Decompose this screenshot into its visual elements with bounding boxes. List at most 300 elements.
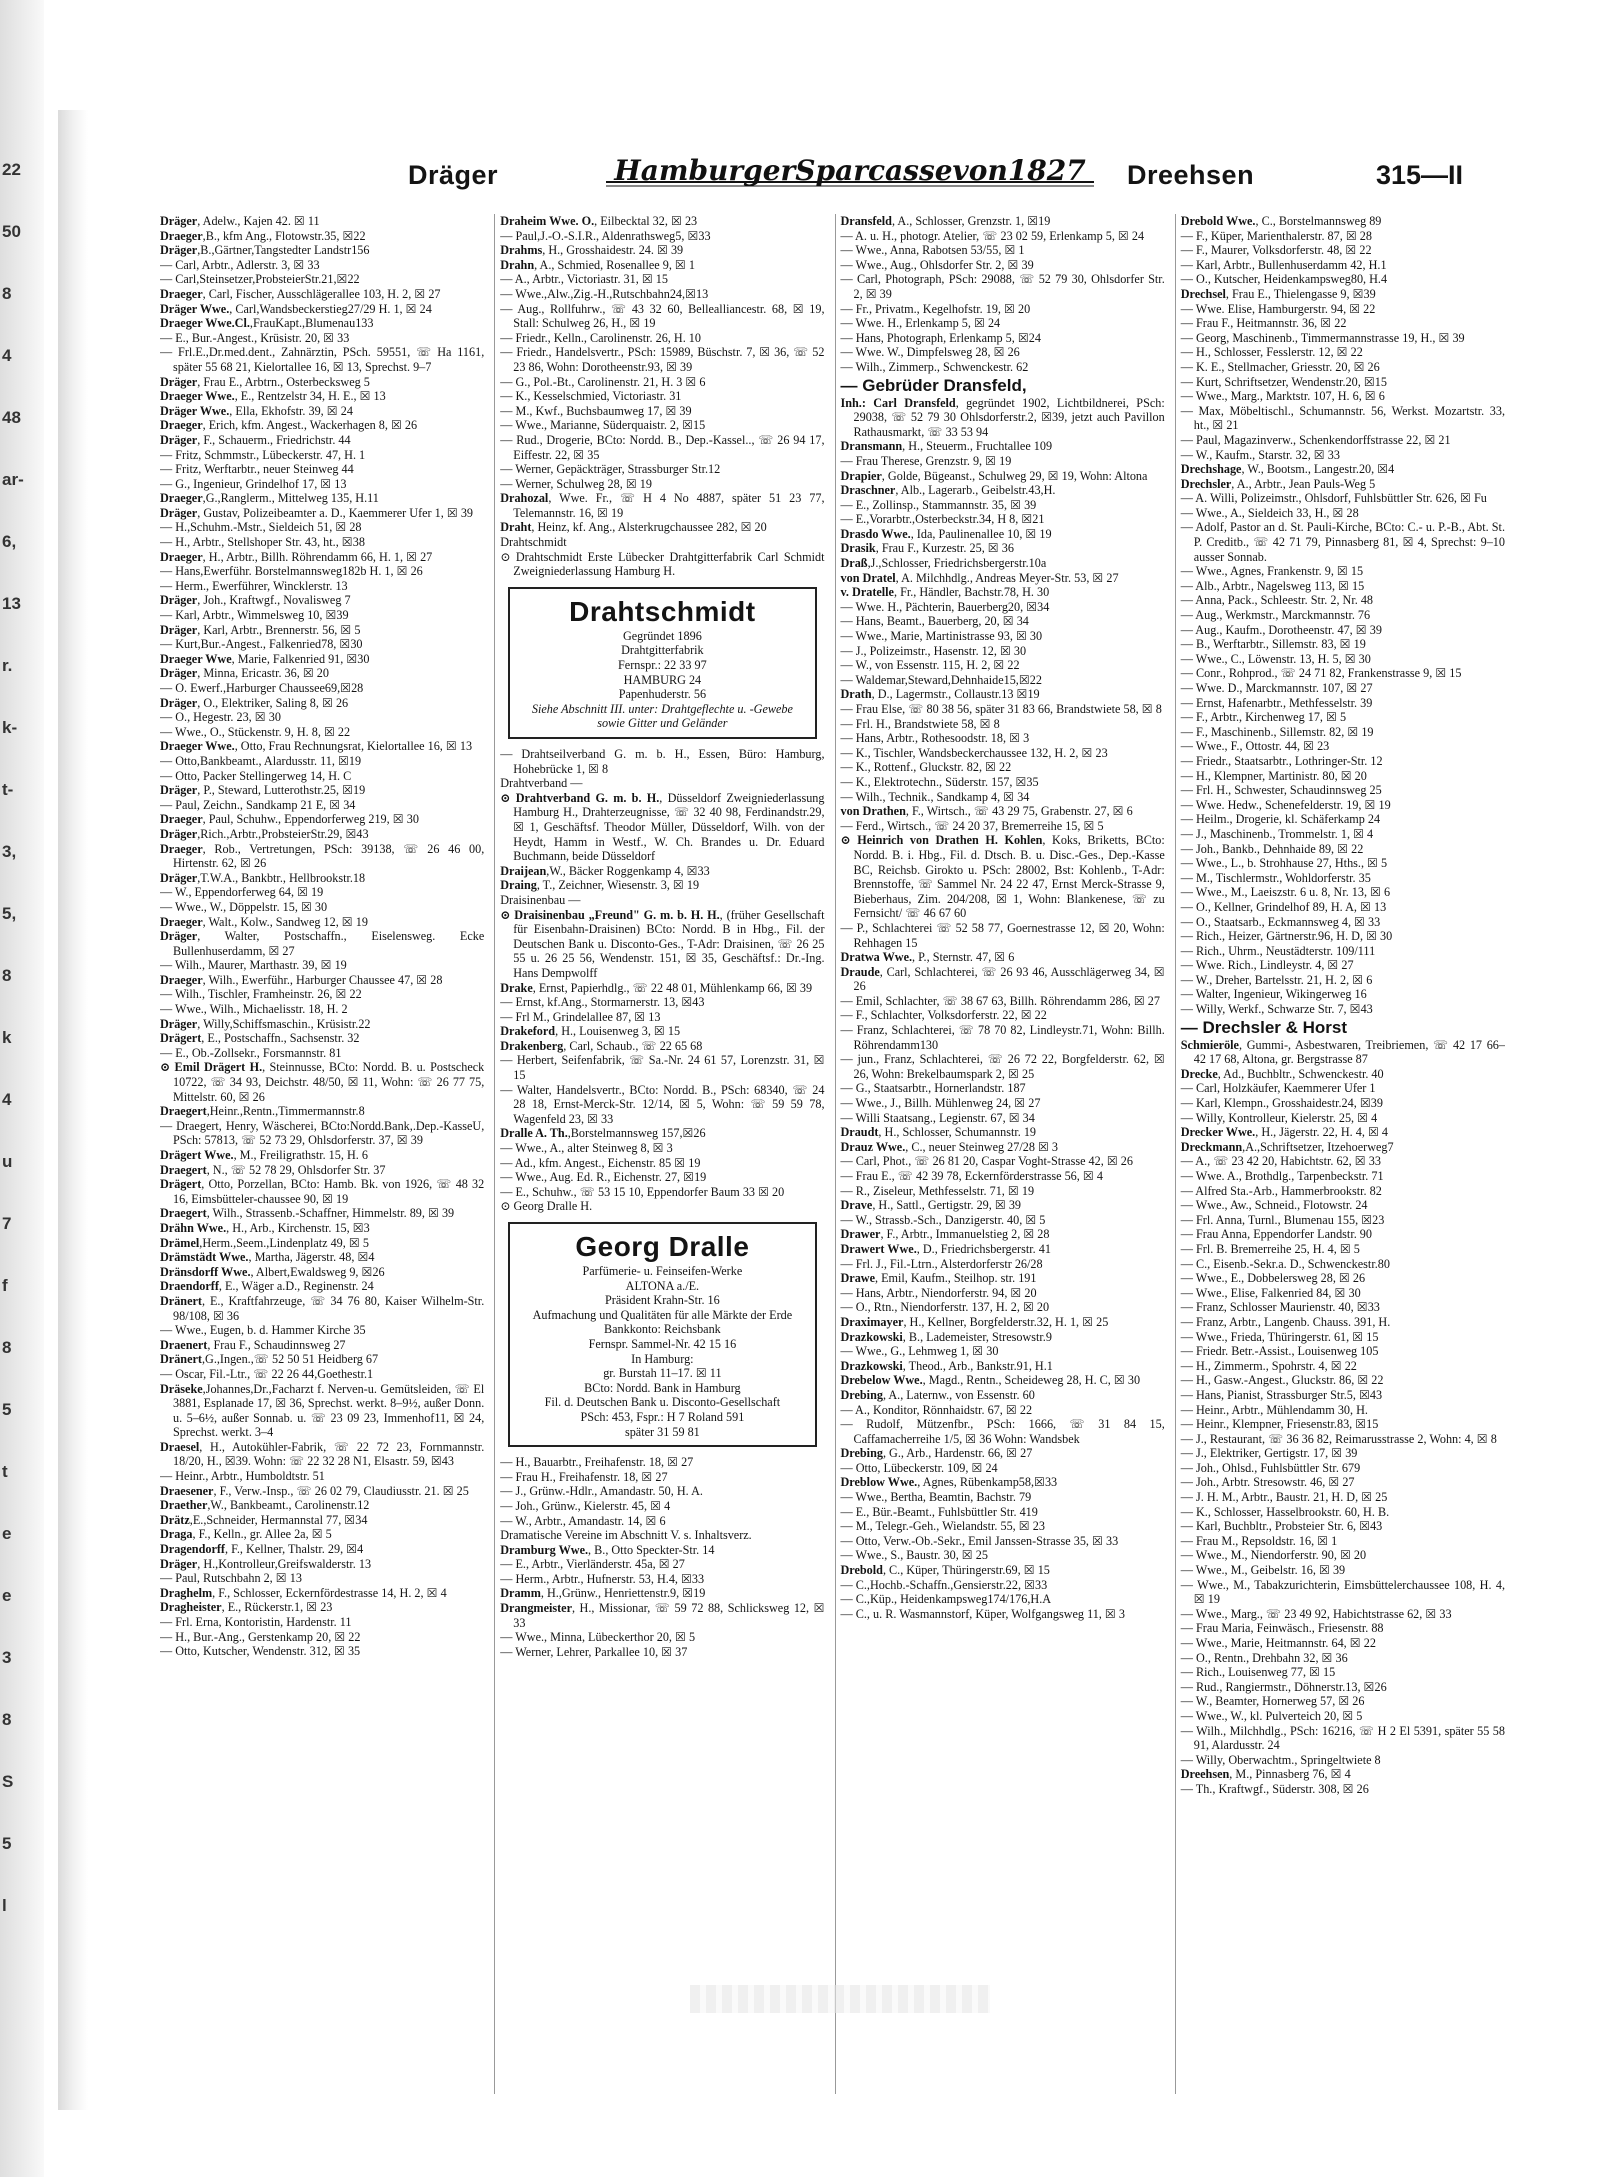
directory-entry: — F., Arbtr., Kirchenweg 17, ☒ 5 [1180,710,1347,725]
directory-entry: Draesener, F., Verw.-Insp., ☏ 26 02 79, Claudiusstr. 21. ☒ 25 [160,1483,469,1498]
directory-entry: — Wwe., J., Billh. Mühlenweg 24, ☒ 27 [840,1096,1041,1111]
directory-entry: Dragendorff, F., Kellner, Thalstr. 29, ☒4 [160,1542,364,1557]
advertisement-line: Präsident Krahn-Str. 16 [604,1293,720,1308]
directory-entry: Drahms, H., Grosshaidestr. 24. ☒ 39 [500,243,684,258]
directory-entry: Drahtverband — [500,776,583,791]
directory-entry: Drazkowski, B., Lademeister, Stresowstr.9 [840,1329,1052,1344]
advertisement-box [508,1222,816,1447]
directory-entry: Draether,W., Bankbeamt., Carolinenstr.12 [160,1498,370,1513]
directory-entry: — E., Bür.-Beamt., Fuhlsbüttler Str. 419 [840,1504,1038,1519]
advertisement-line: Papenhuderstr. 56 [618,687,707,702]
advertisement-line: Fernspr.: 22 33 97 [618,658,707,673]
directory-entry: — Wwe., G., Lehmweg 1, ☒ 30 [840,1344,999,1359]
directory-entry: Draegert, Wilh., Strassenb.-Schaffner, Himmelstr. 89, ☒ 39 [160,1206,455,1221]
directory-entry: Dränert,G.,Ingen.,☏ 52 50 51 Heidberg 67 [160,1352,379,1367]
directory-entry: ⊙ Emil Drägert H., Steinnusse, BCto: Nordd. B. u. Postscheck 10722, ☏ 34 93, Deichstr. 48/50, ☒ 11, Wohn: ☏ 26 77 75, Mittelstr. 60, ☒ 26 [160,1060,485,1104]
directory-entry: — Wwe. Elise, Hamburgerstr. 94, ☒ 22 [1180,301,1376,316]
column-3 [835,214,1165,2094]
directory-entry: — Oscar, Fil.-Ltr., ☏ 22 26 44,Goethestr.1 [160,1366,374,1381]
directory-entry: — Wilh., Maurer, Marthastr. 39, ☒ 19 [160,958,347,973]
directory-entry: Draenert, Frau F., Schaudinnsweg 27 [160,1337,346,1352]
directory-entry: — Wwe., C., Löwenstr. 13, H. 5, ☒ 30 [1180,651,1371,666]
directory-entry: Dragheister, E., Rückerstr.1, ☒ 23 [160,1600,333,1615]
directory-entry: — Carl, Arbtr., Adlerstr. 3, ☒ 33 [160,257,320,272]
directory-entry: — Hans,Ewerführ. Borstelmannsweg182b H. 1, ☒ 26 [160,564,423,579]
directory-entry: — Wwe., A., Sieldeich 33, H., ☒ 28 [1180,505,1359,520]
directory-entry: Dralle A. Th.,Borstelmannsweg 157,☒26 [500,1126,706,1141]
directory-entry: — O., Rentn., Drehbahn 32, ☒ 36 [1180,1650,1348,1665]
directory-entry: — K., Schlosser, Hasselbrookstr. 60, H. B. [1180,1504,1390,1519]
logo-text: HamburgerSparcassevon1827 [614,154,1086,187]
directory-entry: — Franz, Schlachterei, ☏ 78 70 82, Lindleystr.71, Wohn: Billh. Röhrendamm130 [840,1023,1165,1052]
directory-entry: Draeger,B., kfm Ang., Flotowstr.35, ☒22 [160,228,366,243]
directory-entry: — Wilh., Tischler, Framheinstr. 26, ☒ 22 [160,987,362,1002]
directory-entry: — Karl, Klempn., Grosshaidestr.24, ☒39 [1180,1096,1383,1111]
directory-entry: — F., Maschinenb., Sillemstr. 82, ☒ 19 [1180,724,1374,739]
directory-entry: — W., von Essenstr. 115, H. 2, ☒ 22 [840,658,1020,673]
directory-entry: — Wwe., O., Stückenstr. 9, H. 8, ☒ 22 [160,724,351,739]
directory-entry: — M., Telegr.-Geh., Wielandstr. 55, ☒ 23 [840,1519,1045,1534]
directory-entry: — Karl, Buchbltr., Probsteier Str. 6, ☒43 [1180,1519,1383,1534]
directory-entry: — Rud., Rangiermstr., Döhnerstr.13, ☒26 [1180,1679,1387,1694]
directory-entry: Draeger, Rob., Vertretungen, PSch: 39138, ☏ 26 46 00, Hirtenstr. 62, ☒ 26 [160,841,485,871]
margin-fragment: 5 [2,1834,12,1853]
directory-entry: — Rich., Heizer, Gärtnerstr.96, H. D, ☒ 30 [1180,929,1393,944]
directory-entry: Drecker Wwe., H., Jägerstr. 22, H. 4, ☒ 4 [1180,1125,1389,1140]
margin-fragment: f [2,1276,8,1295]
margin-fragment: S [2,1772,14,1791]
directory-entry: — Joh., Grünw., Kielerstr. 45, ☒ 4 [500,1498,671,1513]
directory-entry: — Wwe., F., Ottostr. 44, ☒ 23 [1180,739,1330,754]
directory-entry: Draeger Wwe., E., Rentzelstr 34, H. E., ☒ 13 [160,389,386,404]
margin-fragment: k- [2,718,18,737]
directory-entry: — jun., Franz, Schlachterei, ☏ 26 72 22, Borgfelderstr. 62, ☒ 26, Wohn: Brekelbaumspark 2, ☒ 25 [840,1052,1165,1081]
directory-columns [160,214,1505,2094]
advertisement-line: gr. Burstah 11–17. ☒ 11 [603,1366,722,1381]
directory-entry: — C., Eisenb.-Sekr.a. D., Schwenckestr.80 [1180,1256,1390,1271]
directory-entry: — Frau M., Repsoldstr. 16, ☒ 1 [1180,1533,1338,1548]
directory-entry: — H., Klempner, Martinistr. 80, ☒ 20 [1180,768,1367,783]
directory-entry: — Wwe., Aug. Ed. R., Eichenstr. 27, ☒19 [500,1170,707,1185]
directory-entry: Dränert, E., Kraftfahrzeuge, ☏ 34 76 80, Kaiser Wilhelm-Str. 98/108, ☒ 36 [160,1293,485,1323]
directory-entry: Draga, F., Kelln., gr. Allee 2a, ☒ 5 [160,1527,332,1542]
directory-entry: Draisinenbau — [500,892,581,907]
directory-entry: Draeger Wwe, Marie, Falkenried 91, ☒30 [160,651,370,666]
directory-entry: Drägert, Otto, Porzellan, BCto: Hamb. Bk. von 1926, ☏ 48 32 16, Eimsbütteler-chaussee 90, ☒ 19 [160,1177,485,1206]
sparcasse-logo [600,130,1100,200]
directory-entry: — Willi Staatsang., Legienstr. 67, ☒ 34 [840,1110,1035,1125]
directory-entry: — J., Polizeimstr., Hasenstr. 12, ☒ 30 [840,643,1027,658]
directory-entry: — Wwe., Agnes, Frankenstr. 9, ☒ 15 [1180,564,1364,579]
directory-entry: — Walter, Handelsvertr., BCto: Nordd. B., PSch: 68340, ☏ 24 28 18, Ernst-Merck-Str. 12/14, ☒ 5, Wohn: ☏ 59 59 78, Wagenfeld 23, ☒ 33 [500,1082,825,1126]
directory-entry: — Wwe., A., alter Steinweg 8, ☒ 3 [500,1141,673,1156]
directory-entry: — O., Kutscher, Heidenkampsweg80, H.4 [1180,272,1388,287]
directory-entry: — M., Kwf., Buchsbaumweg 17, ☒ 39 [500,403,692,418]
directory-entry: — O., Kellner, Grindelhof 89, H. A, ☒ 13 [1180,899,1387,914]
directory-entry: — O., Hegestr. 23, ☒ 30 [160,710,281,725]
directory-entry: Dräger Wwe., Ella, Ekhofstr. 39, ☒ 24 [160,403,353,418]
directory-entry: — Draegert, Henry, Wäscherei, BCto:Nordd.Bank,.Dep.-KasseU, PSch: 57813, ☏ 52 73 29, Ohlsdorferstr. 37, ☒ 39 [160,1118,485,1148]
directory-entry: — J., Restaurant, ☏ 36 36 82, Reimarusstrasse 2, Wohn: 4, ☒ 8 [1180,1431,1497,1446]
directory-entry: — Wilh., Technik., Sandkamp 4, ☒ 34 [840,789,1030,804]
directory-entry: — E., Schuhw., ☏ 53 15 10, Eppendorfer Baum 33 ☒ 20 [500,1184,785,1199]
directory-entry: Draeger, Wilh., Ewerführ., Harburger Chaussee 47, ☒ 28 [160,972,443,987]
directory-entry: — Adolf, Pastor an d. St. Pauli-Kirche, BCto: C.- u. P.-B., Abt. St. P. Creditb., ☏ 42 71 79, Pinnasberg 81, ☒ 4, Sprechst: 9–10 ausser Sonnab. [1180,520,1505,564]
directory-entry: — J., Maschinenb., Trommelstr. 1, ☒ 4 [1180,826,1374,841]
directory-entry: — Wwe. H., Erlenkamp 5, ☒ 24 [840,316,1001,331]
directory-entry: — F., Maurer, Volksdorferstr. 48, ☒ 22 [1180,243,1372,258]
directory-entry: — Frl. B. Bremerreihe 25, H. 4, ☒ 5 [1180,1241,1360,1256]
directory-entry: Draheim Wwe. O., Eilbecktal 32, ☒ 23 [500,214,698,228]
directory-entry: Dransfeld, A., Schlosser, Grenzstr. 1, ☒19 [840,214,1051,228]
directory-entry: — Wwe., W., Döppelstr. 15, ☒ 30 [160,899,328,914]
directory-entry: — Th., Kraftwgf., Süderstr. 308, ☒ 26 [1180,1781,1369,1796]
directory-entry: — Paul, Magazinverw., Schenkendorffstrasse 22, ☒ 21 [1180,432,1451,447]
directory-entry: — Wwe., Aw., Schneid., Flotowstr. 24 [1180,1198,1368,1213]
directory-entry: — Anna, Pack., Schleestr. Str. 2, Nr. 48 [1180,593,1374,608]
advertisement-line: Aufmachung und Qualitäten für alle Märkte der Erde [532,1307,793,1322]
directory-entry: — Wwe., Marianne, Süderquaistr. 2, ☒15 [500,418,706,433]
directory-entry: Draeger, Paul, Schuhw., Eppendorferweg 219, ☒ 30 [160,812,419,827]
margin-fragment: t- [2,780,14,799]
directory-entry: — Carl,Steinsetzer,ProbsteierStr.21,☒22 [160,272,360,287]
advertisement-line: BCto: Nordd. Bank in Hamburg [584,1380,741,1395]
directory-entry: ⊙ Draisinenbau „Freund" G. m. b. H. H., (früher Gesellschaft für Eisenbahn-Draisinen) BCto: Nordd. B in Hbg., Fil. der Deutschen Bank u. Disconto-Ges., T-Adr: Draisinen, ☏ 26 25 55 u. 26 25 56, Wendenstr. 151, ☒ 35, Geschäftsf.: Dr.-Ing. Hans Dempwolff [500,907,825,980]
directory-entry: Drähn Wwe., H., Arb., Kirchenstr. 15, ☒3 [160,1220,370,1235]
margin-fragment: 5 [2,1400,12,1419]
directory-entry: — Heinr., Klempner, Friesenstr.83, ☒15 [1180,1417,1379,1432]
column-2 [494,214,824,2094]
directory-entry: — Kurt, Schriftsetzer, Wendenstr.20, ☒15 [1180,374,1387,389]
directory-entry: — Wwe., Eugen, b. d. Hammer Kirche 35 [160,1323,366,1338]
directory-entry: — Rud., Drogerie, BCto: Nordd. B., Dep.-Kassel.., ☏ 26 94 17, Eiffestr. 22, ☒ 35 [500,432,825,462]
directory-entry: Dräger, Willy,Schiffsmaschin., Krüsistr.22 [160,1016,371,1031]
directory-entry: — E., Bur.-Angest., Krüsistr. 20, ☒ 33 [160,330,350,345]
directory-entry: Dränsdorff Wwe., Albert,Ewaldsweg 9, ☒26 [160,1264,385,1279]
directory-entry: — M., Tischlermstr., Wohldorferstr. 35 [1180,870,1371,885]
margin-fragment: 6, [2,532,17,551]
directory-entry: — Frau Therese, Grenzstr. 9, ☒ 19 [840,453,1012,468]
margin-fragment: t [2,1462,8,1481]
directory-entry: — Wwe. H., Pächterin, Bauerberg20, ☒34 [840,599,1050,614]
directory-entry: — Wwe., Anna, Rabotsen 53/55, ☒ 1 [840,243,1025,258]
directory-entry: ⊙ Heinrich von Drathen H. Kohlen, Koks, Briketts, BCto: Nordd. B. i. Hbg., Fil. d. Dtsch. B. u. Disc.-Ges., Dep.-Kasse BC, Reichsb. Girokto u. PSch: 28002, Bst: Kohlenb., T-Adr: Brennstoffe, ☏ Sammel Nr. 24 22 47, Ernst Merck-Strasse 9, Bieberhaus, Zim. 204/208, ☒ 1, Wohn: Blankenese, ☏ zu Fernsicht/ ☏ 46 67 60 [840,833,1165,921]
directory-entry: — Fritz, Schmmstr., Lübeckerstr. 47, H. 1 [160,447,366,462]
advertisement-title: Georg Dralle [575,1231,750,1262]
directory-entry: — W., Dreher, Bartelsstr. 21, H. 2, ☒ 6 [1180,972,1373,987]
directory-entry: — H., Bauarbtr., Freihafenstr. 18, ☒ 27 [500,1455,694,1470]
directory-entry: Dräger, Karl, Arbtr., Brennerstr. 56, ☒ 5 [160,622,361,637]
directory-entry: — Aug., Werkmstr., Marckmannstr. 76 [1180,608,1371,623]
margin-fragment: 7 [2,1214,12,1233]
directory-entry: Drämstädt Wwe., Martha, Jägerstr. 48, ☒4 [160,1250,375,1265]
directory-entry: — Ernst, Hafenarbtr., Methfesselstr. 39 [1180,695,1373,710]
directory-entry: — Georg, Maschinenb., Timmermannstrasse 19, H., ☒ 39 [1180,330,1465,345]
directory-entry: — Aug., Kaufm., Dorotheenstr. 47, ☒ 39 [1180,622,1382,637]
directory-entry: Dramatische Vereine im Abschnitt V. s. Inhaltsverz. [500,1528,752,1543]
bleed-through-text [690,1985,990,2013]
directory-entry: — Werner, Schulweg 28, ☒ 19 [500,476,652,491]
directory-entry: — O. Ewerf.,Harburger Chaussee69,☒28 [160,681,364,695]
advertisement-box [508,587,816,739]
directory-entry: — Drahtseilverband G. m. b. H., Essen, Büro: Hamburg, Hohebrücke 1, ☒ 8 [500,747,825,776]
margin-fragment: e [2,1524,12,1543]
directory-entry: — Werner, Lehrer, Parkallee 10, ☒ 37 [500,1644,688,1659]
directory-entry: Dreblow Wwe., Agnes, Rübenkamp58,☒33 [840,1475,1058,1490]
directory-entry: — Friedr., Handelsvertr., PSch: 15989, Büschstr. 7, ☒ 36, ☏ 52 23 86, Wohn: Dorotheenstr.93, ☒ 39 [500,345,825,374]
advertisement-title: Drahtschmidt [569,595,756,627]
directory-entry: — Paul, Zeichn., Sandkamp 21 E, ☒ 34 [160,797,356,812]
directory-entry: — Wwe.,Alw.,Zig.-H.,Rutschbahn24,☒13 [500,286,709,301]
directory-entry: — Heilm., Drogerie, kl. Schäferkamp 24 [1180,812,1381,827]
directory-entry: Drahozal, Wwe. Fr., ☏ H 4 No 4887, später 51 23 77, Telemannstr. 16, ☒ 19 [500,491,825,520]
directory-entry: Drahtschmidt [500,535,567,550]
company-heading: — Drechsler & Horst [1180,1017,1348,1037]
directory-entry: — Ferd., Wirtsch., ☏ 24 20 37, Bremerreihe 15, ☒ 5 [840,818,1104,833]
directory-entry: — Ernst, kf.Ang., Stormarnerstr. 13, ☒43 [500,995,705,1010]
directory-entry: — Heinr., Arbtr., Humboldtstr. 51 [160,1469,325,1484]
directory-entry: Dräger,Rich.,Arbtr.,ProbsteierStr.29, ☒43 [160,826,369,841]
directory-entry: — Frau E., ☏ 42 39 78, Eckernförderstrasse 56, ☒ 4 [840,1169,1103,1183]
directory-entry: Drakenberg, Carl, Schaub., ☏ 22 65 68 [500,1038,703,1053]
directory-entry: — Frl. H., Brandstwiete 58, ☒ 8 [840,716,1000,731]
directory-entry: — Wwe., Bertha, Beamtin, Bachstr. 79 [840,1490,1032,1505]
directory-entry: — A., Konditor, Rönnhaidstr. 67, ☒ 22 [840,1402,1033,1417]
directory-entry: Draeger Wwe.Cl.,FrauKapt.,Blumenau133 [160,316,374,331]
directory-entry: — Wwe. A., Brothdlg., Tarpenbeckstr. 71 [1180,1169,1384,1183]
margin-fragment: r. [2,656,13,675]
directory-entry: — Ad., kfm. Angest., Eichenstr. 85 ☒ 19 [500,1155,701,1170]
directory-entry: von Drathen, F., Wirtsch., ☏ 43 29 75, Grabenstr. 27, ☒ 6 [840,804,1133,819]
margin-fragment: u [2,1152,13,1171]
directory-entry: ⊙ Drahtschmidt Erste Lübecker Drahtgitterfabrik Carl Schmidt Zweigniederlassung Hamburg H. [500,549,825,579]
margin-fragment: 3 [2,1648,12,1667]
directory-entry: — G., Staatsarbtr., Hornerlandstr. 187 [840,1081,1026,1096]
directory-entry: Dräger, F., Schauerm., Friedrichstr. 44 [160,432,351,447]
directory-entry: — Wwe., Elise, Falkenried 84, ☒ 30 [1180,1285,1361,1300]
directory-entry: Dräger, P., Steward, Lutterothstr.25, ☒19 [160,783,366,798]
directory-entry: Draeger, Walt., Kolw., Sandweg 12, ☒ 19 [160,914,368,929]
margin-fragment: l [2,1896,7,1915]
directory-entry: Drebelow Wwe., Magd., Rentn., Scheideweg 28, H. C, ☒ 30 [840,1373,1141,1388]
directory-entry: — Wwe., Aug., Ohlsdorfer Str. 2, ☒ 39 [840,257,1034,272]
directory-entry: — Joh., Arbtr. Stresowstr. 46, ☒ 27 [1180,1475,1355,1490]
directory-entry: Dreehsen, M., Pinnasberg 76, ☒ 4 [1180,1767,1351,1782]
margin-fragment: 13 [2,594,21,613]
directory-entry: — C., u. R. Wasmannstorf, Küper, Wolfgangsweg 11, ☒ 3 [840,1606,1125,1621]
logo-graphic [600,130,1100,200]
directory-entry: — E.,Vorarbtr.,Osterbeckstr.34, H 8, ☒21 [840,512,1045,527]
directory-entry: — Wwe., Minna, Lübeckerthor 20, ☒ 5 [500,1630,696,1645]
directory-entry: Drebold, C., Küper, Thüringerstr.69, ☒ 15 [840,1563,1050,1578]
directory-entry: — A. Willi, Polizeimstr., Ohlsdorf, Fuhlsbüttler Str. 626, ☒ Fu [1180,491,1487,506]
directory-entry: Draghelm, F., Schlosser, Eckernfördestrasse 14, H. 2, ☒ 4 [160,1585,447,1600]
directory-entry: Draegert, N., ☏ 52 78 29, Ohlsdorfer Str. 37 [160,1162,386,1177]
directory-entry: Dratwa Wwe., P., Sternstr. 47, ☒ 6 [840,950,1015,965]
directory-entry: Dramm, H.,Grünw., Henriettenstr.9, ☒19 [500,1586,706,1601]
advertisement-line: In Hamburg: [631,1351,694,1366]
directory-entry: — Wwe. Hedw., Schenefelderstr. 19, ☒ 19 [1180,797,1391,812]
directory-entry: — W., Arbtr., Amandastr. 14, ☒ 6 [500,1513,666,1528]
directory-entry: — Wwe., Frieda, Thüringerstr. 61, ☒ 15 [1180,1329,1379,1344]
directory-entry: — Carl, Phot., ☏ 26 81 20, Caspar Voght-Strasse 42, ☒ 26 [840,1154,1133,1169]
directory-entry: Draschner, Alb., Lagerarb., Geibelstr.43,H. [840,483,1056,498]
directory-entry: — A., ☏ 23 42 20, Habichtstr. 62, ☒ 33 [1180,1154,1381,1169]
directory-entry: Schmieröle, Gummi-, Asbestwaren, Treibriemen, ☏ 42 17 66–42 17 68, Altona, gr. Bergstrasse 87 [1180,1037,1505,1067]
directory-entry: — A., Arbtr., Victoriastr. 31, ☒ 15 [500,272,668,287]
directory-entry: — Carl, Photograph, PSch: 29088, ☏ 52 79 30, Ohlsdorfer Str. 2, ☒ 39 [840,272,1165,301]
advertisement-line: Parfümerie- u. Feinseifen-Werke [582,1264,743,1278]
directory-entry: — F., Küper, Marienthalerstr. 87, ☒ 28 [1180,228,1372,243]
directory-entry: — Frau Else, ☏ 80 38 56, später 31 83 66, Brandstwiete 58, ☒ 8 [840,702,1162,716]
directory-entry: — H., Schlosser, Fesslerstr. 12, ☒ 22 [1180,345,1363,360]
directory-entry: — P., Schlachterei ☏ 52 58 77, Goernestrasse 12, ☒ 20, Wohn: Rehhagen 15 [840,920,1165,950]
directory-entry: Drechsel, Frau E., Thielengasse 9, ☒39 [1180,286,1376,301]
directory-entry: Dramburg Wwe., B., Otto Speckter-Str. 14 [500,1542,715,1557]
directory-entry: — E., Zollinsp., Stammannstr. 35, ☒ 39 [840,497,1037,512]
header-last-name: Dreehsen [1127,160,1255,190]
directory-entry: — C.,Hochb.-Schaffn.,Gensierstr.22, ☒33 [840,1577,1048,1592]
directory-entry: Drebing, A., Laternw., von Essenstr. 60 [840,1387,1035,1402]
advertisement-note: Siehe Abschnitt III. unter: Drahtgeflechte u. -Gewebe sowie Gitter und Geländer [531,701,793,731]
page-header [120,110,1550,206]
directory-entry: Draendorff, E., Wäger a.D., Reginenstr. 24 [160,1279,374,1294]
directory-entry: — Willy, Werkf., Schwarze Str. 7, ☒43 [1180,1002,1373,1017]
directory-entry: — Karl, Arbtr., Wimmelsweg 10, ☒39 [160,608,349,623]
directory-entry: Dräger, H.,Kontrolleur,Greifswalderstr. 13 [160,1556,372,1571]
directory-entry: — Wwe., M., Tabakzurichterin, Eimsbüttelerchaussee 108, H. 4, ☒ 19 [1180,1577,1505,1607]
advertisement-line: Fernspr. Sammel-Nr. 42 15 16 [588,1336,737,1351]
directory-entry: — Frl.E.,Dr.med.dent., Zahnärztin, PSch. 59551, ☏ Ha 1161, später 55 68 21, Kielortallee 16, ☒ 13, Sprechst. 9–7 [160,345,485,374]
directory-entry: — Otto, Verw.-Ob.-Sekr., Emil Janssen-Strasse 35, ☒ 33 [840,1533,1119,1548]
directory-entry: Dräger, Frau E., Arbtrn., Osterbecksweg 5 [160,374,370,389]
directory-entry: Drave, H., Sattl., Gertigstr. 29, ☒ 39 [840,1198,1022,1213]
directory-entry: — Willy, Kontrolleur, Kielerstr. 25, ☒ 4 [1180,1110,1378,1125]
directory-entry: Inh.: Carl Dransfeld, gegründet 1902, Lichtbildnerei, PSch: 29038, ☏ 52 79 30 Ohlsdorferstr.2, ☒39, jetzt auch Pavillon Rathausmarkt, ☏ 33 53 94 [840,395,1165,439]
directory-entry: Draesel, H., Autokühler-Fabrik, ☏ 22 72 23, Fornmannstr. 18/20, H., ☒39. Wohn: ☏ 22 32 28 N1, Elsastr. 59, ☒43 [160,1439,485,1469]
directory-entry: — Friedr., Kelln., Carolinenstr. 26, H. 10 [500,330,701,345]
directory-entry: Drasdo Wwe., Ida, Paulinenallee 10, ☒ 19 [840,526,1052,541]
directory-entry: — Wwe., W., kl. Pulverteich 20, ☒ 5 [1180,1708,1363,1723]
directory-entry: — Wwe., L., b. Strohhause 27, Hths., ☒ 5 [1180,856,1388,871]
directory-entry: Dräger, Adelw., Kajen 42. ☒ 11 [160,214,320,228]
directory-entry: — Wwe., S., Baustr. 30, ☒ 25 [840,1548,988,1563]
company-heading: — Gebrüder Dransfeld, [840,375,1027,395]
directory-entry: — Frl. J., Fil.-Ltrn., Alsterdorferstr 26/28 [840,1256,1043,1271]
directory-entry: — W., Kaufm., Starstr. 32, ☒ 33 [1180,447,1340,462]
directory-entry: — Frau F., Heitmannstr. 36, ☒ 22 [1180,316,1347,331]
advertisement-line: HAMBURG 24 [623,672,702,687]
directory-entry: — Paul,J.-O.-S.I.R., Aldenrathsweg5, ☒33 [500,228,711,243]
directory-entry: — J., Elektriker, Gertigstr. 17, ☒ 39 [1180,1446,1358,1461]
directory-entry: — H., Zimmerm., Spohrstr. 4, ☒ 22 [1180,1358,1357,1373]
directory-entry: Dräger, Walter, Postschaffn., Eiselensweg. Ecke Bullenhuserdamm, ☒ 27 [160,929,485,958]
directory-entry: — Hans, Beamt., Bauerberg, 20, ☒ 34 [840,614,1029,629]
directory-entry: — Frl M., Grindelallee 87, ☒ 13 [500,1009,661,1024]
directory-entry: Drechsler, A., Arbtr., Jean Pauls-Weg 5 [1180,476,1376,491]
directory-entry: Dräger, Gustav, Polizeibeamter a. D., Kaemmerer Ufer 1, ☒ 39 [160,505,474,520]
directory-entry: Drawe, Emil, Kaufm., Steilhop. str. 191 [840,1271,1037,1286]
directory-entry: — Waldemar,Steward,Dehnhaide15,☒22 [840,672,1042,687]
directory-entry: — Wwe. W., Dimpfelsweg 28, ☒ 26 [840,345,1020,360]
column-1 [160,214,484,2094]
directory-entry: Draing, T., Zeichner, Wiesenstr. 3, ☒ 19 [500,878,700,893]
directory-entry: Dreckmann,A.,Schriftsetzer, Itzehoerweg7 [1180,1139,1394,1154]
directory-entry: Drecke, Ad., Buchbltr., Schwenckestr. 40 [1180,1066,1384,1081]
directory-entry: — Wilh., Milchhdlg., PSch: 16216, ☏ H 2 El 5391, später 55 58 91, Alardusstr. 24 [1180,1723,1505,1753]
directory-entry: — J. H. M., Arbtr., Baustr. 21, H. D, ☒ 25 [1180,1490,1388,1505]
directory-entry: Drangmeister, H., Missionar, ☏ 59 72 88, Schlicksweg 12, ☒ 33 [500,1601,825,1630]
directory-entry: — Hans, Photograph, Erlenkamp 5, ☒24 [840,330,1041,345]
margin-fragment: e [2,1586,12,1605]
directory-entry: Drämel,Herm.,Seem.,Lindenplatz 49, ☒ 5 [160,1235,369,1250]
directory-entry: Drapier, Golde, Bügeanst., Schulweg 29, ☒ 19, Wohn: Altona [840,468,1148,483]
directory-entry: — E., Arbtr., Vierländerstr. 45a, ☒ 27 [500,1557,685,1572]
directory-entry: — Otto, Packer Stellingerweg 14, H. C [160,768,352,783]
directory-entry: Dräger, O., Elektriker, Saling 8, ☒ 26 [160,695,349,710]
directory-entry: Dräger,B.,Gärtner,Tangstedter Landstr156 [160,243,370,258]
directory-entry: — W., Strassb.-Sch., Danzigerstr. 40, ☒ 5 [840,1212,1046,1227]
margin-fragment: 22 [2,160,21,179]
directory-entry: — O., Staatsarb., Eckmannsweg 4, ☒ 33 [1180,914,1381,929]
advertisement-line: später 31 59 81 [624,1424,700,1439]
directory-entry: — Werner, Gepäckträger, Strassburger Str.12 [500,462,721,477]
directory-entry: — J., Grünw.-Hdlr., Amandastr. 50, H. A. [500,1484,703,1499]
directory-entry: — Aug., Rollfuhrw., ☏ 43 32 60, Bellealliancestr. 68, ☒ 19, Stall: Schulweg 26, H., ☒ 19 [500,301,825,331]
directory-entry: — Wilh., Zimmerp., Schwenckestr. 62 [840,359,1029,374]
directory-entry: Draudt, H., Schlosser, Schumannstr. 19 [840,1125,1037,1140]
directory-entry: Draht, Heinz, kf. Ang., Alsterkrugchaussee 282, ☒ 20 [500,520,767,535]
directory-entry: — Wwe., Marie, Martinistrasse 93, ☒ 30 [840,629,1043,644]
directory-entry: — Rich., Uhrm., Neustädterstr. 109/111 [1180,943,1376,958]
directory-entry: — Friedr. Betr.-Assist., Louisenweg 105 [1180,1344,1379,1359]
directory-entry: — Alfred Sta.-Arb., Hammerbrookstr. 82 [1180,1183,1382,1198]
directory-entry: — Wwe., M., Geibelstr. 16, ☒ 39 [1180,1563,1346,1578]
directory-entry: — Walter, Ingenieur, Wikingerweg 16 [1180,987,1367,1002]
directory-entry: — Wwe. D., Marckmannstr. 107, ☒ 27 [1180,681,1373,695]
directory-entry: — B., Werftarbtr., Sillemstr. 83, ☒ 19 [1180,637,1366,652]
directory-entry: — Herbert, Seifenfabrik, ☏ Sa.-Nr. 24 61 57, Lorenzstr. 31, ☒ 15 [500,1053,825,1083]
advertisement-line: PSch: 453, Fspr.: H 7 Roland 591 [580,1409,745,1424]
directory-entry: — Conr., Rohprod., ☏ 24 71 82, Frankenstrasse 9, ☒ 15 [1180,666,1462,681]
directory-entry: ⊙ Georg Dralle H. [500,1199,593,1214]
directory-entry: — Wwe., Marg., Marktstr. 107, H. 6, ☒ 6 [1180,389,1385,404]
directory-entry: Drawer, F., Arbtr., Immanuelstieg 2, ☒ 28 [840,1227,1050,1242]
directory-entry: — Fr., Privatm., Kegelhofstr. 19, ☒ 20 [840,301,1031,316]
directory-entry: Drakeford, H., Louisenweg 3, ☒ 15 [500,1024,681,1039]
directory-entry: — K., Rottenf., Gluckstr. 82, ☒ 22 [840,760,1012,775]
column-4 [1175,214,1505,2094]
directory-entry: Drechshage, W., Bootsm., Langestr.20, ☒4 [1180,462,1395,477]
directory-entry: — Max, Möbeltischl., Schumannstr. 56, Werkst. Mozartstr. 33, ht., ☒ 21 [1180,403,1505,433]
directory-entry: Drake, Ernst, Papierhdlg., ☏ 22 48 01, Mühlenkamp 66, ☒ 39 [500,980,813,995]
directory-entry: — H., Arbtr., Stellshoper Str. 43, ht., ☒38 [160,535,365,550]
directory-entry: — K. E., Stellmacher, Griesstr. 20, ☒ 26 [1180,359,1380,374]
margin-fragment: 8 [2,966,12,985]
directory-entry: — Alb., Arbtr., Nagelsweg 113, ☒ 15 [1180,578,1365,593]
directory-entry: — Wwe. Rich., Lindleystr. 4, ☒ 27 [1180,958,1354,973]
directory-entry: Draeger, Carl, Fischer, Ausschlägerallee 103, H. 2, ☒ 27 [160,286,441,301]
advertisement-line: ALTONA a./E. [625,1278,700,1293]
directory-entry: Draeger, H., Arbtr., Billh. Röhrendamm 66, H. 1, ☒ 27 [160,549,433,564]
directory-entry: Drasik, Frau F., Kurzestr. 25, ☒ 36 [840,541,1014,556]
directory-entry: — H., Bur.-Ang., Gerstenkamp 20, ☒ 22 [160,1629,361,1644]
directory-entry: — Wwe., E., Dobbelersweg 28, ☒ 26 [1180,1271,1366,1286]
advertisement-line: Fil. d. Deutschen Bank u. Disconto-Gesellschaft [544,1395,781,1410]
directory-entry: Drebold Wwe., C., Borstelmannsweg 89 [1180,214,1382,228]
binding-shadow [58,110,88,2110]
directory-entry: Draeger, Erich, kfm. Angest., Wackerhagen 8, ☒ 26 [160,418,418,433]
